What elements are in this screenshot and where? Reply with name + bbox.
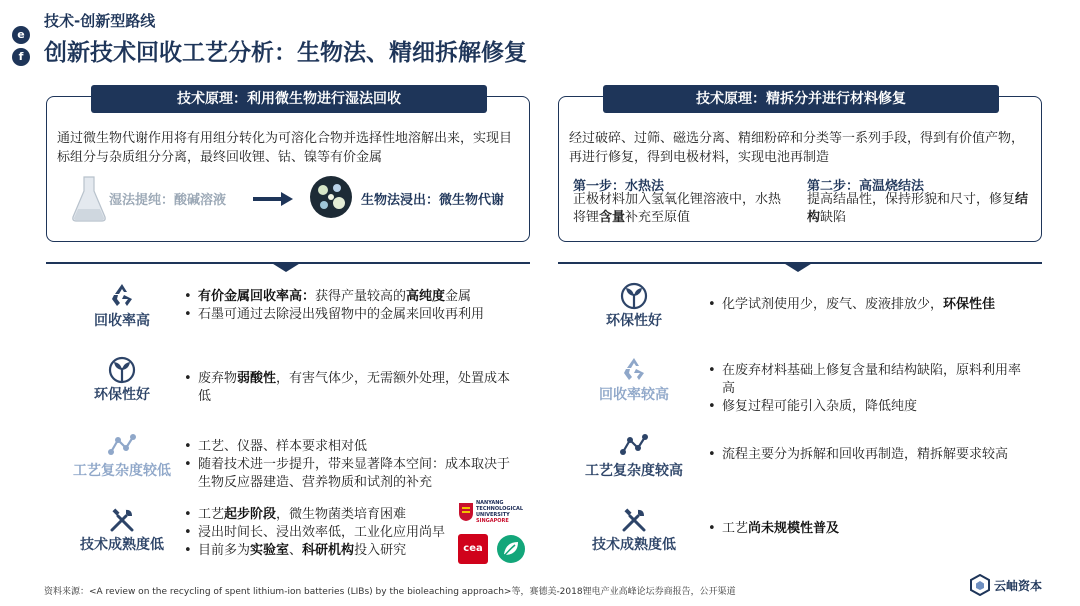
left-principle-heading: 技术原理：利用微生物进行湿法回收 bbox=[91, 85, 487, 113]
ntu-line-3: UNIVERSITY bbox=[476, 512, 510, 518]
ntu-crest-icon bbox=[458, 502, 474, 522]
bullet-item: • 工艺起步阶段，微生物菌类培育困难 bbox=[184, 506, 514, 524]
left-metric-bullets bbox=[184, 438, 514, 492]
logo-e: e bbox=[12, 26, 30, 44]
bullet-item: • 浸出时间长、浸出效率低，工业化应用尚早 bbox=[184, 524, 514, 542]
step2-text: 提高结晶性，保持形貌和尺寸，修复结构缺陷 bbox=[807, 192, 1029, 225]
ntu-line-1: NANYANG bbox=[476, 500, 504, 506]
eco-icon bbox=[614, 282, 654, 312]
step2-title: 第二步：高温烧结法 bbox=[807, 179, 925, 194]
step1-title: 第一步：水热法 bbox=[573, 179, 665, 194]
bullet-item: • 废弃物弱酸性，有害气体少，无需额外处理，处置成本低 bbox=[184, 370, 514, 406]
process-icon bbox=[614, 432, 654, 462]
right-metric-bullets bbox=[708, 296, 1028, 314]
bullet-item: • 有价金属回收率高：获得产量较高的高纯度金属 bbox=[184, 288, 514, 306]
source-note: 资料来源：<A review on the recycling of spent lithium-ion batteries (LIBs) by the bioleaching approach>等，赛德美-2018锂电产业高峰论坛券商报告，公开渠道 bbox=[44, 587, 736, 597]
flow-to-label: 生物法浸出：微生物代谢 bbox=[361, 193, 505, 208]
brand-logo-icon bbox=[970, 574, 990, 596]
brand-name: 云岫资本 bbox=[994, 579, 1043, 593]
left-metric-bullets bbox=[184, 288, 514, 324]
tools-icon bbox=[102, 506, 142, 536]
bullet-item: • 目前多为实验室、科研机构投入研究 bbox=[184, 542, 514, 560]
left-metric-label: 环保性好 bbox=[94, 387, 150, 403]
flow-from-label: 湿法提纯：酸碱溶液 bbox=[109, 193, 227, 208]
recycle-icon bbox=[614, 356, 654, 386]
bullet-item: • 工艺尚未规模性普及 bbox=[708, 520, 1028, 538]
right-metric-label: 工艺复杂度较高 bbox=[585, 463, 683, 479]
left-principle-box bbox=[46, 91, 530, 242]
bullet-item: • 石墨可通过去除浸出残留物中的金属来回收再利用 bbox=[184, 306, 514, 324]
right-metric-bullets bbox=[708, 446, 1028, 464]
right-principle-heading: 技术原理：精拆分并进行材料修复 bbox=[603, 85, 999, 113]
section-label: 技术-创新型路线 bbox=[44, 12, 156, 30]
left-metric-label: 技术成熟度低 bbox=[80, 537, 164, 553]
ntu-logo bbox=[458, 500, 528, 526]
eco-icon bbox=[102, 356, 142, 386]
step1-text: 正极材料加入氢氧化锂溶液中，水热将锂含量补充至原值 bbox=[573, 192, 782, 225]
right-metric-label: 回收率较高 bbox=[599, 387, 669, 403]
microbe-icon bbox=[309, 175, 353, 219]
page-title: 创新技术回收工艺分析：生物法、精细拆解修复 bbox=[44, 40, 527, 66]
leaf-badge-icon bbox=[496, 534, 526, 564]
right-metric-label: 环保性好 bbox=[606, 313, 662, 329]
logo-f: f bbox=[12, 48, 30, 66]
arrow-right-icon bbox=[253, 192, 293, 206]
bullet-item: • 工艺、仪器、样本要求相对低 bbox=[184, 438, 514, 456]
bullet-item: • 随着技术进一步提升，带来显著降本空间：成本取决于生物反应器建造、营养物质和试剂的补充 bbox=[184, 456, 514, 492]
ntu-line-4: SINGAPORE bbox=[476, 518, 509, 524]
right-principle-desc: 经过破碎、过筛、磁选分离、精细粉碎和分类等一系列手段，得到有价值产物，再进行修复，得到电极材料，实现电池再制造 bbox=[569, 131, 1025, 165]
right-metric-label: 技术成熟度低 bbox=[592, 537, 676, 553]
right-principle-box bbox=[558, 91, 1042, 242]
bullet-item: • 在废弃材料基础上修复含量和结构缺陷，原料利用率高 bbox=[708, 362, 1028, 398]
cea-logo-text: cea bbox=[463, 543, 483, 554]
right-divider-pointer bbox=[782, 262, 814, 272]
tools-icon bbox=[614, 506, 654, 536]
process-icon bbox=[102, 432, 142, 462]
bullet-item: • 流程主要分为拆解和回收再制造，精拆解要求较高 bbox=[708, 446, 1028, 464]
left-divider-pointer bbox=[270, 262, 302, 272]
bullet-item: • 化学试剂使用少，废气、废液排放少，环保性佳 bbox=[708, 296, 1028, 314]
left-principle-desc: 通过微生物代谢作用将有用组分转化为可溶化合物并选择性地溶解出来，实现目标组分与杂质组分分离，最终回收锂、钴、镍等有价金属 bbox=[57, 131, 513, 165]
left-metric-label: 工艺复杂度较低 bbox=[73, 463, 171, 479]
right-metric-bullets bbox=[708, 362, 1028, 416]
bullet-item: • 修复过程可能引入杂质，降低纯度 bbox=[708, 398, 1028, 416]
recycle-icon bbox=[102, 282, 142, 312]
left-metric-label: 回收率高 bbox=[94, 313, 150, 329]
right-metric-bullets bbox=[708, 520, 1028, 538]
flask-icon bbox=[69, 173, 109, 223]
ntu-line-2: TECHNOLOGICAL bbox=[476, 506, 524, 512]
left-metric-bullets bbox=[184, 370, 514, 406]
cea-logo bbox=[458, 534, 488, 564]
